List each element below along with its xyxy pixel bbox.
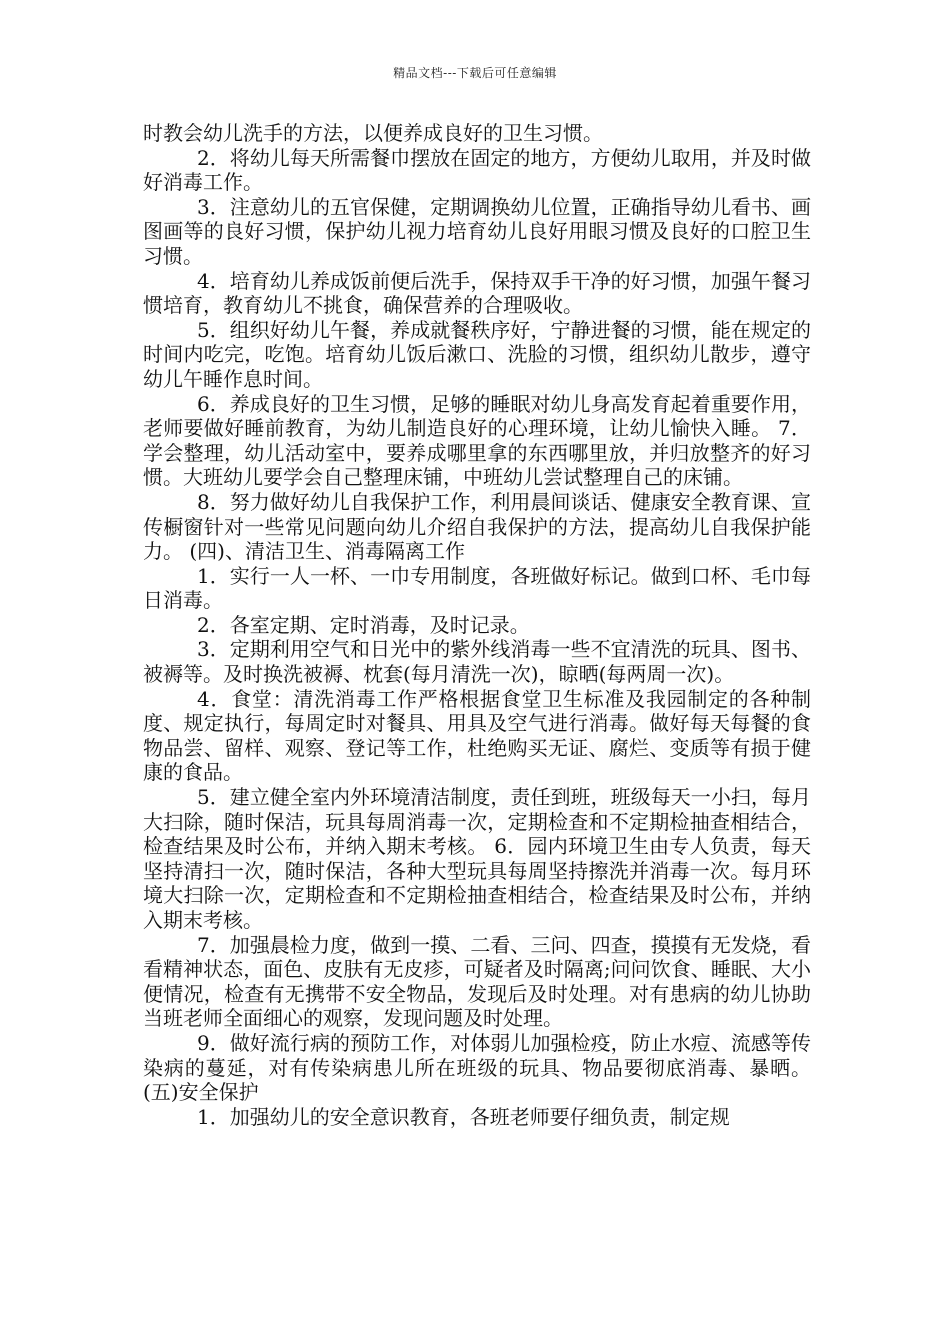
paragraph: 时教会幼儿洗手的方法，以便养成良好的卫生习惯。 bbox=[143, 121, 603, 145]
paragraph: 5．建立健全室内外环境清洁制度，责任到班，班级每天一小扫，每月大扫除，随时保洁，玩具每周消毒一次，定期检查和不定期检抽查相结合，检查结果及时公布，并纳入期末考核。 6．园内环境卫生由专人负责，每天坚持清扫一次，随时保洁，各种大型玩具每周坚持擦洗并消毒一次。每月环境大扫除一次，定期检查和不定期检抽查相结合，检查结果及时公布，并纳入期末考核。 bbox=[143, 785, 811, 932]
page-header: 精品文档---下载后可任意编辑 bbox=[393, 66, 557, 80]
paragraph: 4．食堂：清洗消毒工作严格根据食堂卫生标准及我园制定的各种制度、规定执行，每周定时对餐具、用具及空气进行消毒。做好每天每餐的食物品尝、留样、观察、登记等工作，杜绝购买无证、腐烂、变质等有损于健康的食品。 bbox=[143, 686, 811, 785]
paragraph: 4．培育幼儿养成饭前便后洗手，保持双手干净的好习惯，加强午餐习惯培育，教育幼儿不挑食，确保营养的合理吸收。 bbox=[143, 268, 811, 318]
paragraph: 2．将幼儿每天所需餐巾摆放在固定的地方，方便幼儿取用，并及时做好消毒工作。 bbox=[143, 145, 811, 195]
paragraph: 3．注意幼儿的五官保健，定期调换幼儿位置，正确指导幼儿看书、画图画等的良好习惯，保护幼儿视力培育幼儿良好用眼习惯及良好的口腔卫生习惯。 bbox=[143, 194, 811, 268]
paragraph: 1．加强幼儿的安全意识教育，各班老师要仔细负责，制定规 bbox=[197, 1104, 730, 1129]
paragraph: 7．加强晨检力度，做到一摸、二看、三问、四查，摸摸有无发烧，看看精神状态，面色、皮肤有无皮疹，可疑者及时隔离;问问饮食、睡眠、大小便情况，检查有无携带不安全物品，发现后及时处理。对有患病的幼儿协助当班老师全面细心的观察，发现问题及时处理。 bbox=[143, 932, 811, 1031]
paragraph: 1．实行一人一杯、一巾专用制度，各班做好标记。做到口杯、毛巾每日消毒。 bbox=[143, 563, 811, 613]
paragraph: 5．组织好幼儿午餐，养成就餐秩序好，宁静进餐的习惯，能在规定的时间内吃完，吃饱。培育幼儿饭后漱口、洗脸的习惯，组织幼儿散步，遵守幼儿午睡作息时间。 bbox=[143, 317, 811, 391]
paragraph: 3．定期利用空气和日光中的紫外线消毒一些不宜清洗的玩具、图书、被褥等。及时换洗被褥、枕套(每月清洗一次)，晾晒(每两周一次)。 bbox=[143, 637, 811, 687]
paragraph: 6．养成良好的卫生习惯，足够的睡眠对幼儿身高发育起着重要作用，老师要做好睡前教育，为幼儿制造良好的心理环境，让幼儿愉快入睡。 7．学会整理，幼儿活动室中，要养成哪里拿的东西哪里放，并归放整齐的好习惯。大班幼儿要学会自己整理床铺，中班幼儿尝试整理自己的床铺。 bbox=[143, 391, 811, 490]
paragraph: 2．各室定期、定时消毒，及时记录。 bbox=[197, 612, 530, 637]
paragraph: 9．做好流行病的预防工作，对体弱儿加强检疫，防止水痘、流感等传染病的蔓延，对有传染病患儿所在班级的玩具、物品要彻底消毒、暴晒。 (五)安全保护 bbox=[143, 1030, 811, 1105]
document-body bbox=[143, 121, 811, 1129]
paragraph: 8．努力做好幼儿自我保护工作，利用晨间谈话、健康安全教育课、宣传橱窗针对一些常见问题向幼儿介绍自我保护的方法，提高幼儿自我保护能力。 (四)、清洁卫生、消毒隔离工作 bbox=[143, 489, 811, 564]
